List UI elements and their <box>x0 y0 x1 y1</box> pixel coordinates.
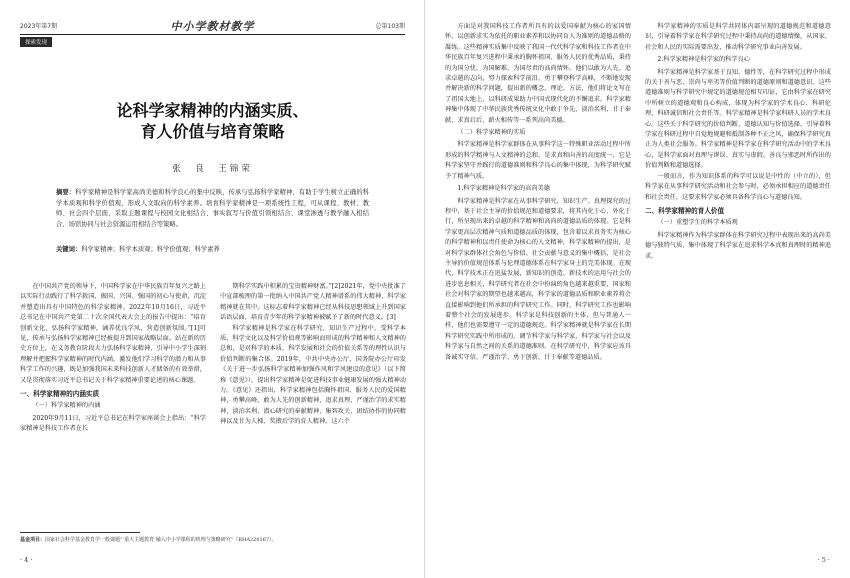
header-rule <box>20 34 405 35</box>
right-page-column-2 <box>645 22 831 262</box>
section-heading: 一、科学家精神的内涵实质 <box>20 390 100 399</box>
right-page <box>425 0 850 578</box>
issue-label: 2023年第7期 <box>20 23 58 30</box>
body-paragraph: 方面是对我国科技工作者所具有的以爱国奉献为核心的家国情怀、以创新求实为依托的职业素养和以协同育人为准则的道德品格的凝练。这些精神实质集中反映了我国一代代科学家和科技工作者在中华民族百年复兴进程中秉承的胸怀祖国、服务人民的优秀品质，秉持的为国分忧、为国解难、为国尽责的高尚情怀。他们以敢为人先、追求卓越的志向，努力探索科学前沿，勇于攀登科学高峰，不断地发现并解决新的科学问题，提出新的概念、理论、方法，他们将论文写在了祖国大地上，以科研成果助力中国式现代化的不懈追求。科学家精神集中体现了中华民族优秀传统文化中敢于争先、淡泊名利、甘于奉献、求真启后、薪火相传等一系列高尚美德。 <box>445 23 631 124</box>
keywords <box>56 245 369 256</box>
column-tag: 探索发现 <box>20 37 52 47</box>
body-paragraph: 科学家精神是科学家在科学研究、知识生产过程中，受科学本质、科学文化以及科学价值观等影响而形成的科学精神和人文精神的总和，是对科学的本质、科学发展和社会的价值关系等的理性认识与价值判断的集合体。2019年，中共中央办公厅、国务院办公厅印发《关于进一步弘扬科学家精神加强作风和学风建设的意见》（以下简称《意见》），提出科学家精神是促进科技事业健康发展的强大精神动力。《意见》还指出，科学家精神包括胸怀祖国、服务人民的爱国精神，勇攀高峰、敢为人先的创新精神，追求真理、严谨治学的求实精神，淡泊名利、潜心研究的奉献精神，集智攻关、团结协作的协同精神以及甘为人梯、奖掖后学的育人精神。这六个 <box>220 324 406 426</box>
point-heading: 1.科学家精神是科学家的高尚美德 <box>457 185 550 193</box>
total-issue-label: 总第103期 <box>375 23 405 30</box>
abstract-label: 摘要： <box>56 189 76 196</box>
body-paragraph: 一般而言，作为知识体系的科学可以说是中性的（中立的），但科学家在从事科学研究活动和社会参与时，必须承担相应的道德责任和社会责任，这要求科学家必须具备科学良心与道德良知。 <box>645 172 831 201</box>
body-paragraph: 科学家精神是科学家在从事科学研究、知识生产、真理探究的过程中，基于社会主导的价值规范和道德要求，将其内化于心、外化于行，所呈现出来的卓越的科学精神和高尚的道德品质的体现。它是科学家更高层次精神气质和道德品质的体现，包含着以求真务实为核心的科学精神和以责任使命为核心的人文精神，科学家精神的提出，是对科学家群体社会角色与价值、社会贡献与意义的集中概括，是社会主导的价值规范体系与伦理道德体系在科学家身上的完美体现。在现代，科学技术正在迅猛发展，新知识的创造、新技术的运用与社会的进步息息相关，科学研究者在社会中扮演的角色越来越重要，国家和社会对科学家的期望也越来越高，科学家的道德品质和职业素养将会直接影响到他们所承担的科学研究工作。同时，科学研究工作也影响着整个社会的发展进步。科学家是科技创新的主体，但与普通人一样，他们也需要遵守一定的道德规范。科学家精神就是科学家在长期科学研究实践中所形成的、调节科学家与科学家、科学家与社会以及科学家与自然之间的关系的道德准则。在科学研究中，科学家应该具备诚实守信、严谨治学、勇于创新、甘于奉献等道德品质。 <box>445 197 631 361</box>
article-title-line: 育人价值与培育策略 <box>140 122 285 141</box>
footnote <box>20 536 405 544</box>
left-page-column-2 <box>220 282 406 428</box>
page-number: · 4 · <box>20 556 33 564</box>
body-paragraph: 2020年9月11日，习近平总书记在科学家座谈会上指出：“科学家精神是科技工作者在长 <box>20 414 206 433</box>
keywords-label: 关键词： <box>56 246 82 253</box>
point-heading: 2.科学家精神是科学家的科学良心 <box>657 56 750 64</box>
subsection-heading: （二）科学家精神的实质 <box>457 129 526 137</box>
body-paragraph: 科学家精神的实质是科学共同体内部呈现的道德规范和道德意识，引导着科学家在科学研究过程中秉持高尚的道德情操，从国家、社会和人民的实际需要出发，推动科学研究事业向善发展。 <box>645 23 831 51</box>
journal-brand-logo: 中小学教材教学 <box>170 20 255 33</box>
body-paragraph: 科学家精神作为科学家群体在科学研究过程中表现出来的高尚美德与独特气质，集中体现了科学家在追求科学本真和真理时的精神追求。 <box>645 231 831 260</box>
article-authors: 张 良 王锦荣 <box>172 164 253 174</box>
keywords-text: 科学家精神；科学本质观；科学价值观；科学素养 <box>81 246 220 253</box>
body-paragraph: 科学家精神是科学家基于良知、德性等，在科学研究过程中形成的关于善与恶、崇尚与卑劣等价值判断的道德原则和道德意识。这些道德准则与科学研究中规定的道德规范相互印证，它由科学家在研究中所树立的道德观和良心构成，体现为科学家的学术良心、科研伦理、科研诚信和社会责任等。科学家精神是科学家科研人员的学术良心。这些关于科学研究的价值判断、道德认知与价值选择，引导着科学家在科研过程中自觉地规避和抵制各种不正之风，确保科学研究真正为人类社会服务。科学家精神是科学家在科学研究活动中的学术良心，是科学家面对真理与谬误、真实与虚假、善良与邪恶时所作出的价值判断和道德选择。 <box>645 68 831 170</box>
running-head <box>20 18 405 32</box>
abstract <box>56 188 369 230</box>
subsection-heading: （一）科学家精神的内涵 <box>32 402 101 410</box>
article-title <box>0 100 425 142</box>
article-title-line: 论科学家精神的内涵实质、 <box>116 101 309 120</box>
right-page-column-1 <box>445 22 631 363</box>
body-paragraph: 在中国共产党的领导下，中国科学家在中华民族百年复兴之路上以实际行动践行了科学救国、振国、兴国、强国的初心与使命，沉淀并塑造出具有中国特色的科学家精神。2022年10月16日，习近平总书记在中国共产党第二十次全国代表大会上的报告中提出：“培育创新文化，弘扬科学家精神，涵养优良学风，营造创新氛围。”[1]可见，传承与弘扬科学家精神已经被提升到国家战略层面。站在新的历史方位上，在义务教育阶段大力弘扬科学家精神，引导中小学生深刻理解并把握科学家精神的时代内涵，激发他们学习科学的潜力和从事科学工作的兴趣，既是加强我国未来科技创新人才储备的有效举措，又是贯彻落实习近平总书记关于科学家精神重要论述的核心课题。 <box>20 283 206 384</box>
page-number: · 5 · <box>817 556 830 564</box>
footnote-label: 基金项目： <box>20 537 46 543</box>
body-paragraph: 科学家精神是科学家群体在从事科学这一特殊职业活动过程中所形成的科学精神与人文精神的总和，是求真和向善的高度统一，它是科学家坚守并践行的道德准则和科学良心的集中体现，为科学研究赋予了精神气质。 <box>445 141 631 180</box>
section-heading: 二、科学家精神的育人价值 <box>645 206 725 215</box>
abstract-text: 科学家精神是科学家高尚美德和科学良心的集中反映，传承与弘扬科学家精神，有助于学生树立正确的科学本质观和科学价值观，形成人文取向的科学素养。培育科学家精神是一项系统性工程，可从课程、教材、教师、社会四个层面，采取主题课程与校园文化相结合、事实叙写与价值引领相结合、课堂渗透与教学融入相结合、场馆协同与社会资源运用相结合等策略。 <box>56 189 370 228</box>
body-paragraph: 期科学实践中积累的宝贵精神财富。”[2]2021年，党中央批准了中宣部梳理的第一批纳入中国共产党人精神谱系的伟大精神，科学家精神就在其中。这标志着科学家精神已经从科技思想领域上升到国家话语层面，培育青少年的科学家精神被赋予了新的时代意义。[3] <box>220 283 406 322</box>
left-page-column-1 <box>20 282 206 435</box>
footnote-rule <box>20 532 140 533</box>
footnote-text: 国家社会科学基金教育学一般课题“‘重大主题教育’融入中小学课程的机理与策略研究”（BHA220167）。 <box>45 537 277 543</box>
subsection-heading: （一）重塑学生的科学本质观 <box>657 219 738 227</box>
